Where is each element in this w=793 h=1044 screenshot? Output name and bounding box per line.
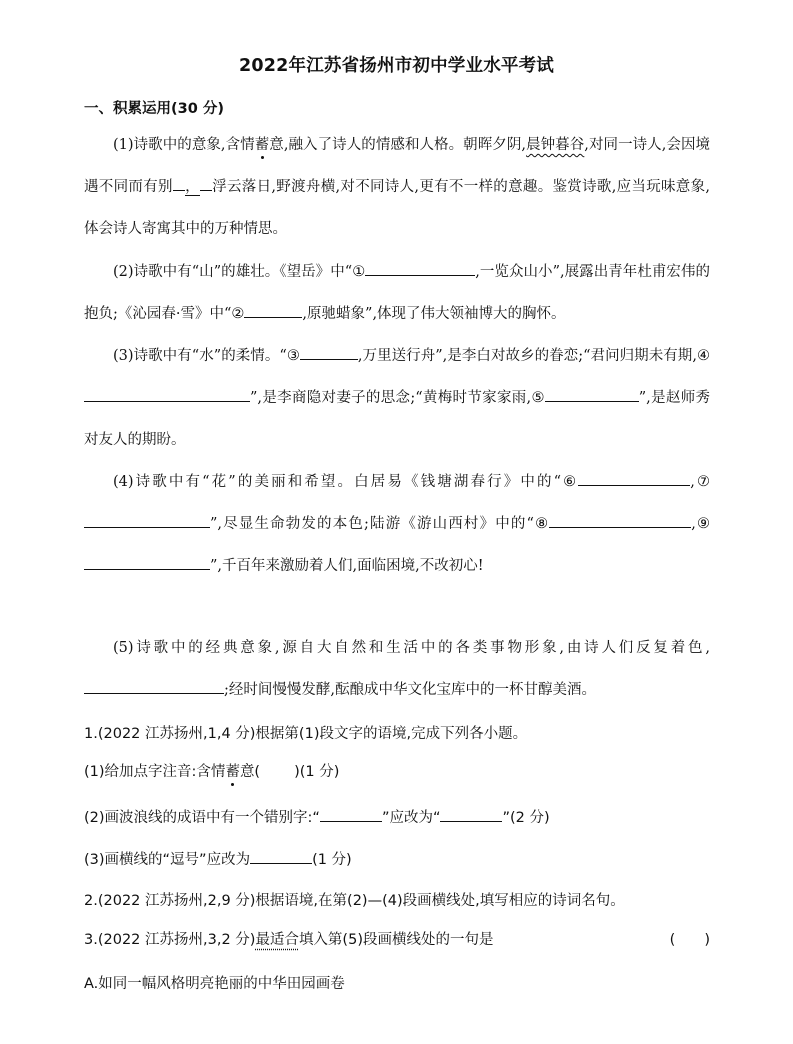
underlined-comma: ， bbox=[184, 179, 200, 195]
answer-blank-10[interactable] bbox=[84, 679, 224, 694]
punctuation-blank[interactable] bbox=[250, 849, 312, 864]
paragraph-2: (2)诗歌中有“山”的雄壮。《望岳》中“① ,一览众山小”,展露出青年杜甫宏伟的抱负;《沁园春·雪》中“② ,原驰蜡象”,体现了伟大领袖博大的胸怀。 bbox=[84, 251, 710, 335]
wavy-underlined-idiom: 晨钟暮谷 bbox=[526, 137, 585, 153]
paragraph-4: (4)诗歌中有“花”的美丽和希望。白居易《钱塘湖春行》中的“⑥ ,⑦”,尽显生命勃发的本色;陆游《游山西村》中的“⑧ ,⑨”,千百年来激励着人们,面临困境,不改初心! bbox=[84, 461, 710, 587]
dotted-phrase: 最适合 bbox=[255, 932, 299, 948]
answer-blank-1[interactable] bbox=[365, 261, 475, 276]
question-3: 3.(2022 江苏扬州,3,2 分)最适合填入第(5)段画横线处的一句是 ( ) bbox=[84, 928, 710, 949]
section-heading: 一、积累运用(30 分) bbox=[84, 101, 224, 117]
answer-blank-8[interactable] bbox=[549, 513, 691, 528]
answer-parentheses[interactable]: ( ) bbox=[669, 932, 710, 948]
answer-blank-5[interactable] bbox=[545, 387, 639, 402]
paragraph-3: (3)诗歌中有“水”的柔情。“③ ,万里送行舟”,是李白对故乡的眷恋;“君问归期未有期,④”,是李商隐对妻子的思念;“黄梅时节家家雨,⑤ ”,是赵师秀对友人的期盼。 bbox=[84, 335, 710, 461]
blank-line[interactable] bbox=[200, 176, 212, 191]
dotted-char: 蓄 bbox=[254, 137, 270, 153]
wrong-char-blank[interactable] bbox=[320, 807, 382, 822]
answer-blank-2[interactable] bbox=[244, 303, 302, 318]
option-a[interactable]: A.如同一幅风格明亮艳丽的中华田园画卷 bbox=[84, 976, 345, 992]
answer-blank-6[interactable] bbox=[578, 471, 690, 486]
answer-blank-9[interactable] bbox=[84, 555, 210, 570]
question-2: 2.(2022 江苏扬州,2,9 分)根据语境,在第(2)—(4)段画横线处,填写相应的诗词名句。 bbox=[84, 893, 625, 909]
answer-blank-7[interactable] bbox=[84, 513, 210, 528]
answer-blank-3[interactable] bbox=[300, 345, 358, 360]
question-1: 1.(2022 江苏扬州,1,4 分)根据第(1)段文字的语境,完成下列各小题。 bbox=[84, 726, 528, 742]
blank-line[interactable] bbox=[173, 176, 185, 191]
page-title: 2022年江苏省扬州市初中学业水平考试 bbox=[238, 56, 554, 76]
question-1-part-2: (2)画波浪线的成语中有一个错别字:“ ”应改为“ ”(2 分) bbox=[84, 806, 550, 827]
paragraph-5: (5)诗歌中的经典意象,源自大自然和生活中的各类事物形象,由诗人们反复着色,;经时间慢慢发酵,酝酿成中华文化宝库中的一杯甘醇美酒。 bbox=[84, 627, 710, 711]
paragraph-1: (1)诗歌中的意象,含情蓄意,融入了诗人的情感和人格。朝晖夕阴,晨钟暮谷,对同一诗人,会因境遇不同而有别 ， 浮云落日,野渡舟横,对不同诗人,更有不一样的意趣。鉴赏诗歌,应当玩味意象,体会诗人寄寓其中的万种情思。 bbox=[84, 137, 711, 237]
question-1-part-3: (3)画横线的“逗号”应改为 (1 分) bbox=[84, 848, 352, 869]
answer-blank-4[interactable] bbox=[84, 387, 250, 402]
question-1-part-1: (1)给加点字注音:含情蓄意( )(1 分) bbox=[84, 764, 340, 780]
dotted-char: 蓄 bbox=[225, 764, 240, 780]
correct-char-blank[interactable] bbox=[440, 807, 502, 822]
